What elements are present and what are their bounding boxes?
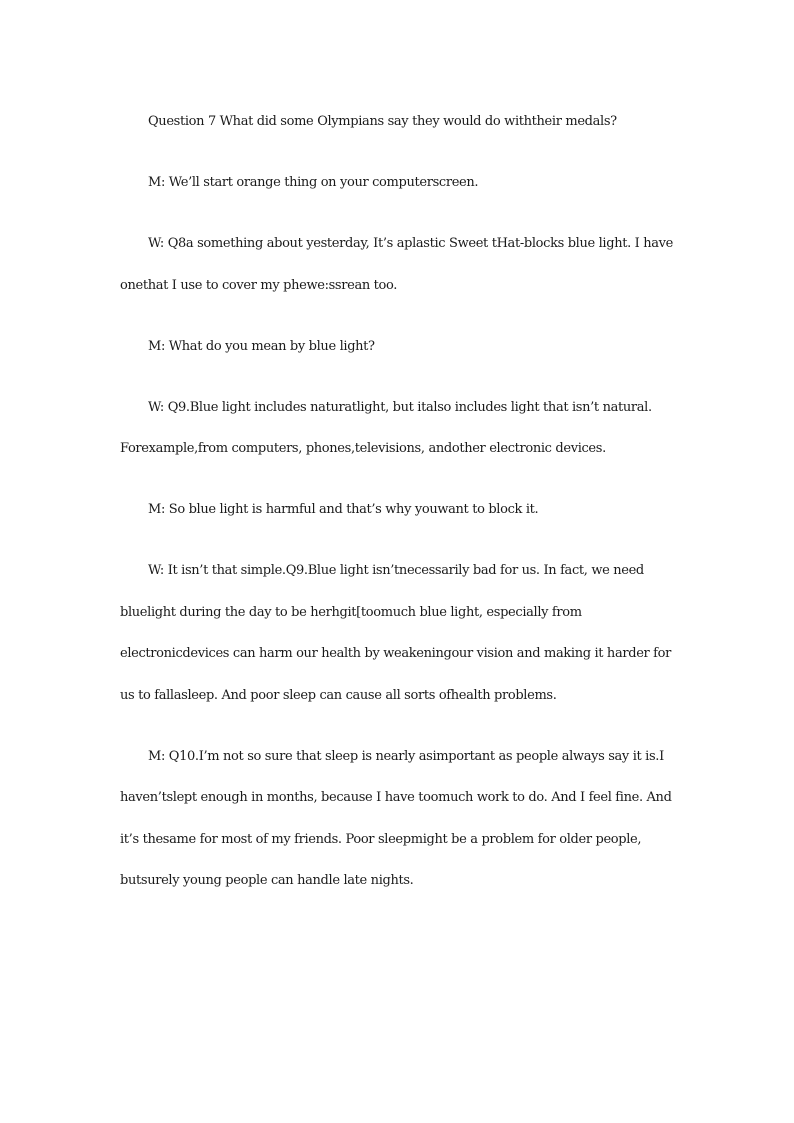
paragraph-m-harmful: M: So blue light is harmful and that’s why youwant to block it. [148,502,539,517]
paragraph-m-orange-thing: M: We’ll start orange thing on your computerscreen. [148,175,479,190]
transcript-body [120,101,680,921]
paragraph-w-q9-not-simple: W: It isn’t that simple.Q9.Blue light isn’tnecessarily bad for us. In fact, we need bluelight during the day to be herhgit[toomuch blue light, especially from electronicdevices can harm our health by weakeningour vision and making it harder for us to fallasleep. And poor sleep can cause all sorts ofhealth problems. [120,563,671,703]
paragraph-question-7: Question 7 What did some Olympians say they would do withtheir medals? [148,114,617,129]
paragraph-w-q8: W: Q8a something about yesterday, It’s aplastic Sweet tHat-blocks blue light. I have onethat I use to cover my phewe:ssrean too. [120,236,673,293]
paragraph-m-blue-light-question: M: What do you mean by blue light? [148,338,375,354]
paragraph-w-q9-natural: W: Q9.Blue light includes naturatlight, but italso includes light that isn’t natural. Forexample,from computers, phones,televisions, andother electronic devices. [120,399,652,456]
paragraph-m-q10: M: Q10.I’m not so sure that sleep is nearly asimportant as people always say it is.I haven’tslept enough in months, because I have toomuch work to do. And I feel fine. And it’s thesame for most of my friends. Poor sleepmight be a problem for older people, butsurely young people can handle late nights. [120,748,672,888]
